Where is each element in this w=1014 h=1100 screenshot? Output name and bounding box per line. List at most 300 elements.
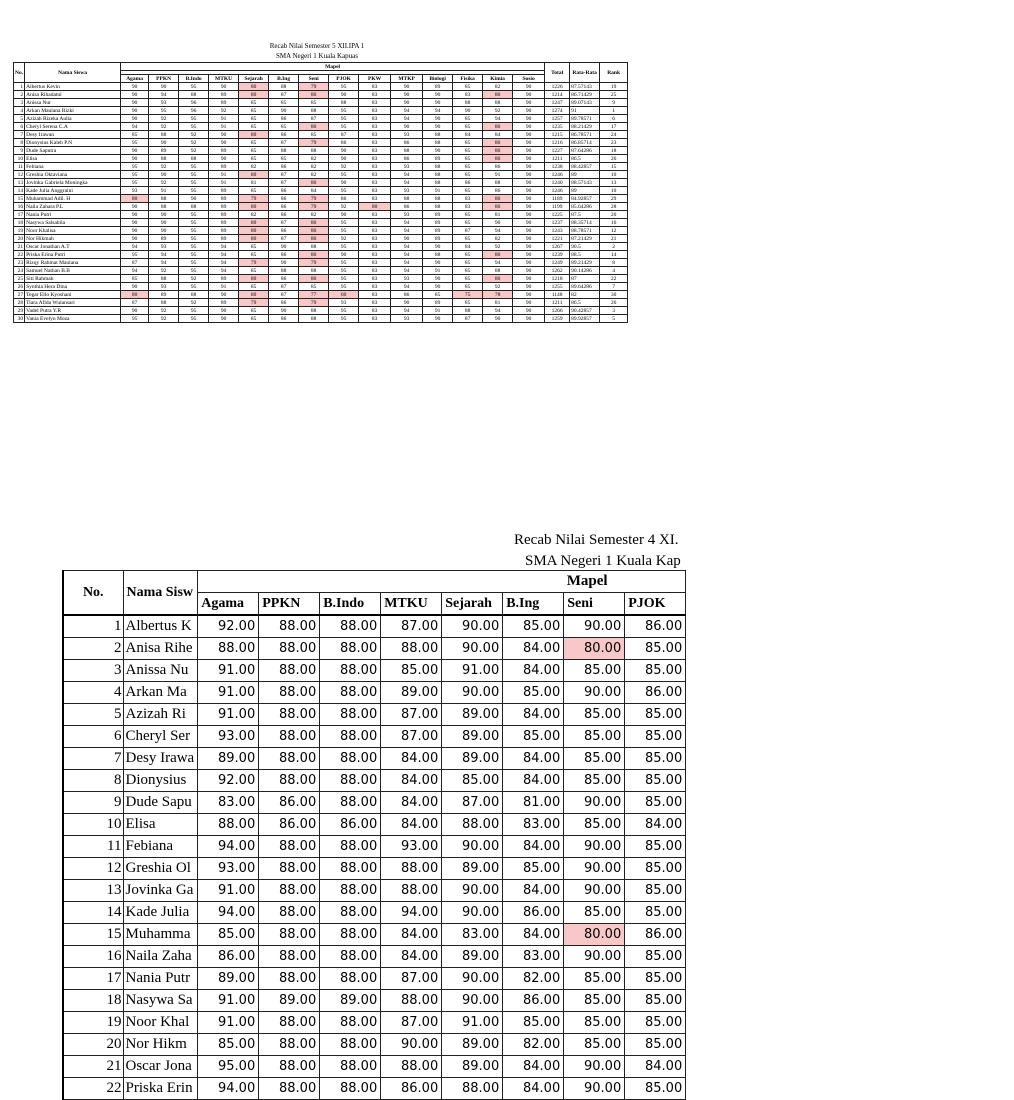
score-cell: 84.00: [381, 946, 442, 968]
table-row: [63, 1012, 686, 1034]
table-row: [63, 726, 686, 748]
table-row: [14, 187, 628, 195]
student-name: Dionysius Kaleb P.N: [25, 139, 121, 147]
score-cell: 84.00: [503, 880, 564, 902]
score-cell: 94: [149, 91, 179, 99]
score-cell: 89.00: [198, 968, 259, 990]
score-cell: 87: [269, 235, 299, 243]
average-cell: 89: [570, 187, 600, 195]
table-row: [63, 638, 686, 660]
average-cell: 87: [570, 275, 600, 283]
score-cell: 95: [329, 227, 359, 235]
score-cell: 88: [423, 195, 453, 203]
score-cell: 90: [149, 139, 179, 147]
score-cell: 90: [513, 99, 545, 107]
table-row: [14, 219, 628, 227]
student-name: Noor Khal: [123, 1012, 198, 1034]
score-cell: 87: [269, 179, 299, 187]
table-body: [14, 83, 628, 323]
score-cell: 85: [269, 155, 299, 163]
score-cell: 84.00: [503, 638, 564, 660]
row-no: 22: [63, 1078, 123, 1100]
score-cell: 90: [149, 211, 179, 219]
score-cell: 92: [179, 147, 209, 155]
score-cell: 83: [453, 91, 483, 99]
score-cell: 94: [391, 307, 423, 315]
score-cell: 90: [423, 123, 453, 131]
score-cell: 90: [483, 315, 513, 323]
score-cell: 83: [359, 83, 391, 91]
score-cell: 94: [121, 243, 149, 251]
score-cell: 80: [483, 123, 513, 131]
score-cell: 90: [513, 91, 545, 99]
score-cell: 94: [391, 283, 423, 291]
score-cell: 78: [483, 291, 513, 299]
score-cell: 94.00: [198, 836, 259, 858]
rank-cell: 22: [600, 275, 628, 283]
score-cell: 85: [299, 283, 329, 291]
score-cell: 89: [209, 91, 239, 99]
score-cell: 95: [329, 283, 359, 291]
score-cell: 83: [359, 235, 391, 243]
row-no: 21: [63, 1056, 123, 1078]
score-cell: 86.00: [503, 902, 564, 924]
score-cell: 90: [513, 187, 545, 195]
score-cell: 89.00: [442, 704, 503, 726]
score-cell: 95: [179, 123, 209, 131]
score-cell: 86: [391, 139, 423, 147]
score-cell: 85.00: [625, 792, 686, 814]
score-cell: 85.00: [625, 770, 686, 792]
score-cell: 87: [121, 259, 149, 267]
student-name: Jovinka Ga: [123, 880, 198, 902]
score-cell: 83: [359, 187, 391, 195]
score-cell: 81: [239, 179, 269, 187]
rank-cell: 7: [600, 283, 628, 291]
score-cell: 94: [483, 307, 513, 315]
score-cell: 90.00: [564, 1078, 625, 1100]
table-row: [14, 91, 628, 99]
score-cell: 90: [513, 219, 545, 227]
table-row: [63, 1056, 686, 1078]
score-cell: 80.00: [564, 924, 625, 946]
score-cell: 86.00: [320, 814, 381, 836]
table-row: [14, 299, 628, 307]
average-cell: 87.57143: [570, 83, 600, 91]
average-cell: 88.21429: [570, 123, 600, 131]
row-no: 10: [63, 814, 123, 836]
header-total: Total: [545, 63, 570, 83]
table-row: [63, 770, 686, 792]
table-row: [14, 315, 628, 323]
score-cell: 82: [239, 211, 269, 219]
score-cell: 90: [209, 315, 239, 323]
score-cell: 88.00: [259, 748, 320, 770]
row-no: 15: [63, 924, 123, 946]
table-header: [63, 571, 686, 616]
header-subject: B.Ing: [503, 593, 564, 616]
score-cell: 90: [209, 131, 239, 139]
rank-cell: 30: [600, 291, 628, 299]
row-no: 1: [63, 615, 123, 638]
table-row: [63, 792, 686, 814]
table-row: [14, 107, 628, 115]
row-no: 6: [63, 726, 123, 748]
score-cell: 86: [269, 187, 299, 195]
score-cell: 90.00: [564, 858, 625, 880]
score-cell: 95: [179, 251, 209, 259]
score-cell: 88.00: [198, 814, 259, 836]
score-cell: 89: [209, 187, 239, 195]
row-no: 7: [14, 131, 25, 139]
score-cell: 89: [209, 211, 239, 219]
row-no: 8: [63, 770, 123, 792]
average-cell: 89.21429: [570, 259, 600, 267]
total-cell: 1226: [545, 83, 570, 91]
score-cell: 90.00: [442, 902, 503, 924]
score-cell: 95: [179, 227, 209, 235]
score-cell: 88.00: [320, 1012, 381, 1034]
score-cell: 88: [299, 147, 329, 155]
score-cell: 80.00: [564, 638, 625, 660]
recap-title: Recab Nilai Semester 5 XII.IPA 1: [269, 42, 365, 50]
score-cell: 95: [179, 187, 209, 195]
score-cell: 88.00: [442, 814, 503, 836]
score-cell: 87: [269, 283, 299, 291]
table-row: [14, 211, 628, 219]
row-no: 5: [14, 115, 25, 123]
header-subject: PPKN: [149, 75, 179, 83]
score-cell: 95: [121, 139, 149, 147]
score-cell: 92: [179, 131, 209, 139]
score-cell: 85.00: [625, 836, 686, 858]
score-cell: 89: [209, 147, 239, 155]
score-cell: 85: [239, 107, 269, 115]
score-cell: 88: [299, 315, 329, 323]
average-cell: 86.5: [570, 155, 600, 163]
score-cell: 80: [121, 195, 149, 203]
total-cell: 1211: [545, 155, 570, 163]
rank-cell: 9: [600, 99, 628, 107]
rank-cell: 20: [600, 211, 628, 219]
table-row: [14, 235, 628, 243]
score-cell: 90.00: [564, 946, 625, 968]
score-cell: 95: [329, 171, 359, 179]
score-cell: 88.00: [259, 660, 320, 682]
total-cell: 1267: [545, 243, 570, 251]
score-cell: 90: [329, 147, 359, 155]
average-cell: 91: [570, 107, 600, 115]
table-row: [63, 615, 686, 638]
row-no: 24: [14, 267, 25, 275]
score-cell: 85: [453, 219, 483, 227]
score-cell: 88: [269, 83, 299, 91]
score-cell: 88.00: [320, 836, 381, 858]
score-cell: 84.00: [625, 814, 686, 836]
score-cell: 90: [513, 251, 545, 259]
student-name: Tiara Afida Wulansari: [25, 299, 121, 307]
score-cell: 87: [269, 91, 299, 99]
score-cell: 95: [329, 259, 359, 267]
score-cell: 80: [483, 139, 513, 147]
score-cell: 85: [453, 299, 483, 307]
score-cell: 88.00: [259, 902, 320, 924]
score-cell: 88.00: [320, 748, 381, 770]
row-no: 21: [14, 243, 25, 251]
score-cell: 84.00: [503, 836, 564, 858]
row-no: 20: [14, 235, 25, 243]
student-name: Nania Putr: [123, 968, 198, 990]
score-cell: 82.00: [503, 968, 564, 990]
score-cell: 85: [239, 139, 269, 147]
score-cell: 90: [423, 91, 453, 99]
score-cell: 92: [329, 235, 359, 243]
student-name: Arkan Maulana Rizki: [25, 107, 121, 115]
table-row: [14, 179, 628, 187]
score-cell: 85: [299, 131, 329, 139]
header-subject: B.Ing: [269, 75, 299, 83]
score-cell: 88: [453, 307, 483, 315]
score-cell: 87.00: [381, 968, 442, 990]
score-cell: 80: [239, 83, 269, 91]
score-cell: 80: [299, 123, 329, 131]
score-cell: 88: [149, 155, 179, 163]
score-cell: 83: [359, 227, 391, 235]
score-cell: 90: [513, 283, 545, 291]
score-cell: 90: [121, 115, 149, 123]
table-row: [63, 858, 686, 880]
score-cell: 83: [359, 171, 391, 179]
score-cell: 88.00: [259, 770, 320, 792]
score-cell: 90: [269, 307, 299, 315]
score-cell: 80: [299, 275, 329, 283]
score-cell: 85: [453, 187, 483, 195]
score-cell: 90: [209, 307, 239, 315]
row-no: 27: [14, 291, 25, 299]
table-row: [63, 660, 686, 682]
score-cell: 93: [149, 99, 179, 107]
score-cell: 84: [483, 131, 513, 139]
score-cell: 88: [391, 195, 423, 203]
score-cell: 84.00: [503, 704, 564, 726]
average-cell: 86.78571: [570, 131, 600, 139]
score-cell: 80: [239, 91, 269, 99]
score-cell: 87.00: [381, 1012, 442, 1034]
recap-title: Recab Nilai Semester 4 XI.: [514, 532, 679, 548]
student-name: Dionysius: [123, 770, 198, 792]
score-cell: 94: [209, 251, 239, 259]
rank-cell: 23: [600, 139, 628, 147]
table-row: [63, 704, 686, 726]
average-cell: 84.92857: [570, 195, 600, 203]
row-no: 18: [63, 990, 123, 1012]
score-cell: 90.00: [564, 1056, 625, 1078]
score-cell: 80: [299, 235, 329, 243]
score-cell: 85.00: [625, 902, 686, 924]
table-row: [14, 163, 628, 171]
score-cell: 89: [209, 219, 239, 227]
score-cell: 89: [423, 155, 453, 163]
score-cell: 83: [359, 91, 391, 99]
row-no: 12: [14, 171, 25, 179]
score-cell: 90: [423, 283, 453, 291]
average-cell: 87.5: [570, 211, 600, 219]
score-cell: 89: [423, 227, 453, 235]
average-cell: 87.64286: [570, 147, 600, 155]
score-cell: 80: [483, 203, 513, 211]
score-cell: 88: [329, 99, 359, 107]
score-cell: 91.00: [198, 660, 259, 682]
score-cell: 85.00: [564, 902, 625, 924]
total-cell: 1259: [545, 315, 570, 323]
rank-cell: 29: [600, 195, 628, 203]
score-cell: 86: [269, 131, 299, 139]
score-cell: 85: [121, 275, 149, 283]
score-cell: 86: [483, 163, 513, 171]
score-cell: 90: [149, 171, 179, 179]
score-cell: 95: [179, 219, 209, 227]
score-cell: 87: [269, 291, 299, 299]
table-row: [63, 924, 686, 946]
score-cell: 94: [483, 259, 513, 267]
score-cell: 84.00: [381, 770, 442, 792]
student-name: Siti Rahmah: [25, 275, 121, 283]
score-cell: 91: [209, 115, 239, 123]
score-cell: 94: [209, 267, 239, 275]
score-cell: 91.00: [198, 990, 259, 1012]
score-cell: 88.00: [259, 946, 320, 968]
score-cell: 85: [453, 251, 483, 259]
header-subject: Seni: [299, 75, 329, 83]
score-cell: 90: [513, 195, 545, 203]
table-row: [14, 267, 628, 275]
score-cell: 88.00: [259, 615, 320, 638]
score-cell: 88: [149, 131, 179, 139]
row-no: 26: [14, 283, 25, 291]
score-cell: 88.00: [320, 660, 381, 682]
score-cell: 86: [269, 195, 299, 203]
score-cell: 85.00: [564, 814, 625, 836]
score-cell: 86: [329, 195, 359, 203]
score-cell: 85: [453, 83, 483, 91]
score-cell: 95: [179, 83, 209, 91]
score-cell: 95: [179, 315, 209, 323]
row-no: 16: [63, 946, 123, 968]
score-cell: 88.00: [320, 792, 381, 814]
score-cell: 88.00: [320, 880, 381, 902]
score-cell: 84: [453, 243, 483, 251]
score-cell: 89.00: [198, 748, 259, 770]
rank-cell: 8: [600, 259, 628, 267]
score-cell: 85.00: [503, 1012, 564, 1034]
score-cell: 86: [483, 187, 513, 195]
student-name: Nasywa Sa: [123, 990, 198, 1012]
semester-4-recap-zoom: [0, 520, 768, 1096]
score-cell: 93.00: [198, 858, 259, 880]
rank-cell: 24: [600, 131, 628, 139]
total-cell: 1215: [545, 131, 570, 139]
score-cell: 93: [121, 187, 149, 195]
score-cell: 90: [513, 307, 545, 315]
score-cell: 90: [513, 115, 545, 123]
score-cell: 94: [391, 267, 423, 275]
score-cell: 83.00: [442, 924, 503, 946]
score-cell: 88.00: [442, 1078, 503, 1100]
score-cell: 83: [359, 283, 391, 291]
score-cell: 85: [239, 307, 269, 315]
rank-cell: 10: [600, 171, 628, 179]
score-cell: 84.00: [503, 748, 564, 770]
rank-cell: 16: [600, 219, 628, 227]
score-cell: 79: [239, 259, 269, 267]
score-cell: 85: [453, 171, 483, 179]
grades-table-semester-4: [62, 570, 686, 1100]
score-cell: 85: [453, 283, 483, 291]
score-cell: 90: [513, 83, 545, 91]
score-cell: 88: [483, 267, 513, 275]
school-name: SMA Negeri 1 Kuala Kap: [525, 553, 681, 569]
table-row: [14, 275, 628, 283]
score-cell: 90: [513, 123, 545, 131]
score-cell: 90.00: [442, 682, 503, 704]
score-cell: 94: [121, 123, 149, 131]
row-no: 13: [14, 179, 25, 187]
table-row: [14, 123, 628, 131]
score-cell: 90: [513, 163, 545, 171]
student-name: Nor Hikm: [123, 1034, 198, 1056]
row-no: 11: [14, 163, 25, 171]
student-name: Anissa Nur: [25, 99, 121, 107]
average-cell: 86.85714: [570, 139, 600, 147]
score-cell: 89.00: [442, 1056, 503, 1078]
student-name: Vadel Putra Y.R: [25, 307, 121, 315]
header-subject: MTKP: [391, 75, 423, 83]
score-cell: 90.00: [442, 990, 503, 1012]
score-cell: 88.00: [259, 836, 320, 858]
student-name: Anissa Nu: [123, 660, 198, 682]
average-cell: 89.92857: [570, 315, 600, 323]
score-cell: 88: [299, 243, 329, 251]
score-cell: 83: [359, 219, 391, 227]
score-cell: 90: [391, 299, 423, 307]
score-cell: 96: [179, 107, 209, 115]
score-cell: 88.00: [320, 902, 381, 924]
score-cell: 95: [329, 83, 359, 91]
row-no: 11: [63, 836, 123, 858]
score-cell: 92: [179, 299, 209, 307]
table-row: [63, 1078, 686, 1100]
score-cell: 89.00: [442, 858, 503, 880]
header-spacer: [198, 571, 564, 593]
total-cell: 1237: [545, 219, 570, 227]
score-cell: 86: [269, 251, 299, 259]
score-cell: 83: [359, 275, 391, 283]
student-name: Nor Hikmah: [25, 235, 121, 243]
score-cell: 93.00: [198, 726, 259, 748]
row-no: 5: [63, 704, 123, 726]
score-cell: 87.00: [442, 792, 503, 814]
score-cell: 94.00: [381, 902, 442, 924]
score-cell: 89: [209, 195, 239, 203]
score-cell: 85: [239, 267, 269, 275]
score-cell: 94: [121, 267, 149, 275]
header-subject: PJOK: [625, 593, 686, 616]
rank-cell: 14: [600, 251, 628, 259]
score-cell: 90: [513, 171, 545, 179]
score-cell: 93: [391, 187, 423, 195]
score-cell: 95: [329, 275, 359, 283]
score-cell: 95: [121, 163, 149, 171]
